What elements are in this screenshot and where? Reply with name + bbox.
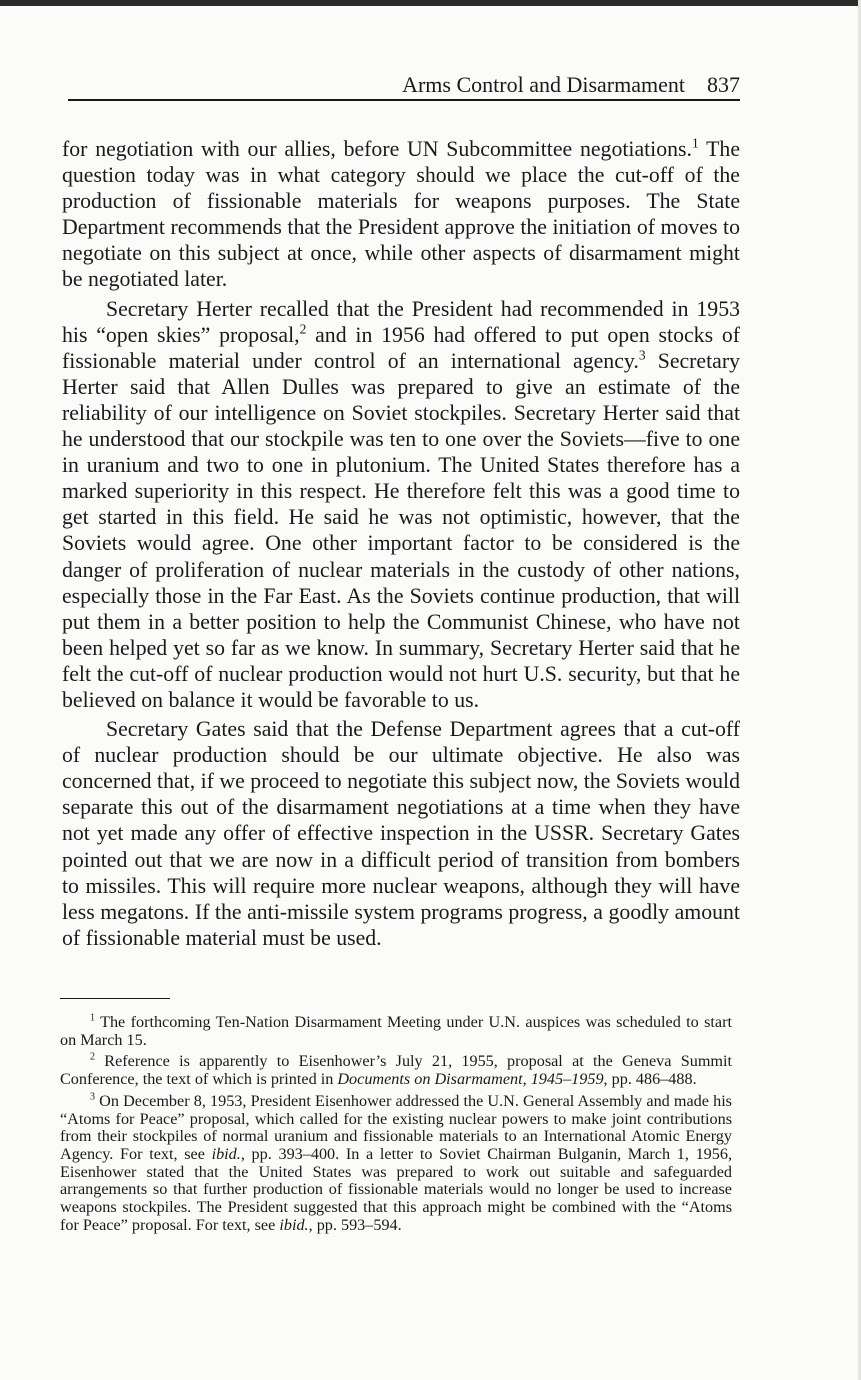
italic-title: ibid. <box>279 1215 309 1234</box>
footnote-marker: 2 <box>299 321 307 337</box>
text-run: Secretary Herter said that Allen Dulles was prepared to give an estimate of the reliability of our intelligence on Soviet stockpiles. Secretary Herter said that he understood that our stockpile was ten to one over the Soviets—five to one in uranium and two to one in plutonium. The United States therefore has a marked superiority in this respect. He therefore felt this was a good time to get started in this field. He said he was not optimistic, however, that the Soviets would agree. One other important factor to be considered is the danger of proliferation of nuclear materials in the custody of other nations, especially those in the Far East. As the Soviets continue production, that will put them in a better position to help the Communist Chinese, who have not been helped yet so far as we know. In summary, Secretary Herter said that he felt the cut-off of nuclear production would not hurt U.S. security, but that he believed on balance it would be favorable to us. <box>62 348 740 712</box>
footnotes <box>60 1014 732 1238</box>
footnote-marker: 2 <box>90 1052 96 1064</box>
text-run: The forthcoming Ten-Nation Disarmament Meeting under U.N. auspices was scheduled to start on March 15. <box>60 1013 732 1049</box>
italic-title: Documents on Disarmament, 1945–1959 <box>337 1070 604 1089</box>
italic-title: ibid. <box>211 1144 241 1163</box>
header-rule <box>68 99 740 101</box>
text-run: The question today was in what category should we place the cut-off of the production of fissionable materials for weapons purposes. The State Department recommends that the President approve the initiation of moves to negotiate on this subject at once, while other aspects of disarmament might be negotiated later. <box>62 137 741 292</box>
running-header <box>68 72 740 98</box>
page-number: 837 <box>707 72 740 97</box>
paragraph <box>62 296 740 714</box>
footnote <box>60 1053 732 1088</box>
text-run: , pp. 486–488. <box>603 1070 697 1089</box>
text-run: Secretary Gates said that the Defense Department agrees that a cut-off of nuclear production should be our ultimate objective. He also was concerned that, if we proceed to negotiate this subject now, the Soviets would separate this out of the disarmament negotiations at a time when they have not yet made any offer of effective inspection in the USSR. Secretary Gates pointed out that we are now in a difficult period of transition from bombers to missiles. This will require more nuclear weapons, although they will have less megatons. If the anti-missile system programs progress, a goodly amount of fissionable material must be used. <box>62 717 740 950</box>
footnote-marker: 1 <box>90 1012 96 1024</box>
text-run: Secretary Herter recalled that the President had recommended in 1953 his “open skies” proposal, <box>62 296 740 347</box>
footnote-marker: 3 <box>90 1091 96 1103</box>
text-run: and in 1956 had offered to put open stocks of fissionable material under control of an international agency. <box>62 322 740 373</box>
page-top-edge <box>0 0 861 6</box>
text-run: On December 8, 1953, President Eisenhower addressed the U.N. General Assembly and made his “Atoms for Peace” proposal, which called for the existing nuclear powers to make joint contributions from their stockpiles of normal uranium and fissionable materials to an International Atomic Energy Agency. For text, see <box>60 1091 732 1163</box>
running-header-title: Arms Control and Disarmament <box>402 72 685 97</box>
footnote-marker: 3 <box>638 347 646 363</box>
paragraph <box>62 136 740 293</box>
text-run: , pp. 393–400. In a letter to Soviet Chairman Bulganin, March 1, 1956, Eisenhower stated that the United States was prepared to work out suitable and safeguarded arrangements so that further production of fissionable materials would no longer be used to increase weapons stockpiles. The President suggested that this approach might be combined with the “Atoms for Peace” proposal. For text, see <box>60 1144 732 1234</box>
footnote <box>60 1014 732 1049</box>
body-text <box>62 136 740 954</box>
text-run: , pp. 593–594. <box>308 1215 402 1234</box>
text-run: for negotiation with our allies, before UN Subcommittee negotiations. <box>62 137 692 161</box>
footnote-marker: 1 <box>691 135 699 151</box>
paragraph <box>62 716 740 951</box>
footnote-rule <box>60 998 170 999</box>
text-run: Reference is apparently to Eisenhower’s July 21, 1955, proposal at the Geneva Summit Conference, the text of which is printed in <box>60 1052 732 1089</box>
footnote <box>60 1093 732 1235</box>
